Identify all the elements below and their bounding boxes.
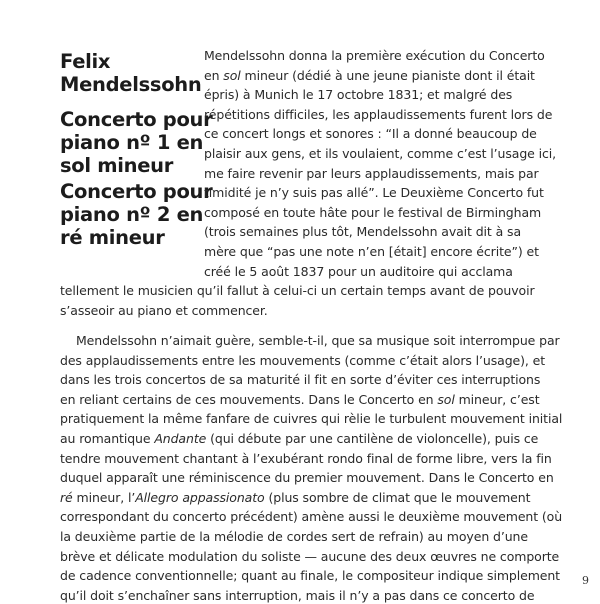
text-segment: qu’il doit s’enchaîner sans interruption, mais il n’y a pas dans ce concerto de	[60, 587, 535, 603]
text-segment: mineur, l’	[72, 489, 136, 505]
composer-heading-line-1: Felix	[60, 50, 111, 73]
text-line	[204, 244, 539, 260]
text-segment: mineur, c’est	[454, 391, 540, 407]
work-heading-2-line-3: ré mineur	[60, 226, 165, 249]
text-segment: duquel apparaît une réminiscence du premier mouvement. Dans le Concerto en	[60, 470, 554, 486]
text-segment: en	[204, 67, 224, 83]
text-segment: (qui débute par une cantilène de violoncelle), puis ce	[206, 431, 539, 446]
text-line	[60, 470, 554, 486]
text-line	[60, 303, 268, 319]
work-heading-1-line-3: sol mineur	[60, 154, 174, 177]
text-segment: ce concert longs et sonores : “Il a donné beaucoup de	[204, 126, 537, 142]
text-segment: répétitions difficiles, les applaudissements furent lors de	[204, 106, 553, 122]
text-segment: brève et délicate modulation du soliste — aucune des deux œuvres ne comporte	[60, 548, 560, 564]
text-line	[60, 392, 540, 408]
work-heading-concerto-1	[60, 108, 212, 177]
text-line	[204, 166, 539, 182]
text-segment: tellement le musicien qu’il fallut à celui-ci un certain temps avant de pouvoir	[60, 283, 535, 299]
text-segment: composé en toute hâte pour le festival de Birmingham	[204, 204, 542, 220]
text-line	[76, 333, 560, 349]
text-segment: des applaudissements entre les mouvements (comme c’était alors l’usage), et	[60, 352, 546, 368]
text-segment: (trois semaines plus tôt, Mendelssohn avait dit à sa	[204, 224, 522, 240]
text-line	[204, 224, 521, 240]
work-heading-1-line-2: piano nº 1 en	[60, 131, 204, 154]
composer-heading-line-2: Mendelssohn	[60, 73, 202, 96]
text-line	[60, 431, 538, 447]
text-segment: (plus sombre de climat que le mouvement	[264, 489, 531, 505]
text-line	[60, 283, 535, 299]
text-line	[60, 509, 562, 525]
text-segment: en reliant certains de ces mouvements. Dans le Concerto en	[60, 391, 438, 407]
text-line	[204, 205, 541, 221]
page-number: 9	[582, 574, 589, 587]
text-segment: tendre mouvement chantant à l’exubérant rondo final de forme libre, vers la fin	[60, 450, 552, 466]
text-line	[204, 126, 537, 142]
composer-heading	[60, 50, 201, 96]
text-segment: de cadence conventionnelle; quant au finale, le compositeur indique simplement	[60, 568, 560, 584]
text-line	[60, 490, 530, 506]
text-segment: timidité je n’y suis pas allé”. Le Deuxième Concerto fut	[204, 185, 544, 201]
text-segment: pratiquement la même fanfare de cuivres qui rèlie le turbulent mouvement initial	[60, 411, 563, 427]
text-line	[60, 353, 545, 369]
text-line	[60, 451, 552, 467]
text-segment: Mendelssohn donna la première exécution du Concerto	[204, 48, 545, 63]
work-heading-1-line-1: Concerto pour	[60, 108, 213, 131]
text-segment: au romantique	[60, 431, 155, 446]
text-segment: mère que “pas une note n’en [était] encore écrite”) et	[204, 244, 539, 259]
text-line	[60, 568, 560, 584]
text-line	[204, 185, 544, 201]
work-heading-concerto-2	[60, 180, 212, 249]
text-line	[204, 107, 552, 123]
text-line	[60, 549, 559, 565]
text-segment: la deuxième partie de la mélodie de cordes sert de refrain) au moyen d’une	[60, 529, 528, 544]
text-segment: épris) à Munich le 17 octobre 1831; et malgré des	[204, 87, 513, 103]
italic-text: Allegro appassionato	[135, 489, 265, 505]
text-segment: dans les trois concertos de sa maturité il fit en sorte d’éviter ces interruptions	[60, 372, 541, 388]
text-segment: mineur (dédié à une jeune pianiste dont il était	[240, 67, 535, 83]
text-segment: correspondant du concerto précédent) amène aussi le deuxième mouvement (où	[60, 509, 563, 525]
work-heading-2-line-1: Concerto pour	[60, 180, 213, 203]
italic-text: ré	[60, 489, 73, 505]
work-heading-2-line-2: piano nº 2 en	[60, 203, 204, 226]
text-line	[204, 87, 512, 103]
text-line	[204, 68, 535, 84]
text-segment: me faire revenir par leurs applaudissements, mais par	[204, 165, 539, 181]
text-line	[60, 411, 562, 427]
text-segment: Mendelssohn n’aimait guère, semble-t-il, que sa musique soit interrompue par	[76, 333, 560, 348]
text-line	[204, 146, 556, 162]
text-segment: plaisir aux gens, et ils voulaient, comme c’est l’usage ici,	[204, 146, 557, 161]
text-line	[60, 588, 534, 604]
italic-text: sol	[437, 391, 455, 407]
text-line	[60, 529, 528, 545]
text-segment: s’asseoir au piano et commencer.	[60, 302, 268, 318]
text-segment: créé le 5 août 1837 pour un auditoire qui acclama	[204, 263, 513, 279]
text-line	[204, 48, 545, 64]
italic-text: sol	[223, 67, 241, 83]
text-line	[60, 372, 540, 388]
italic-text: Andante	[154, 431, 207, 446]
text-line	[204, 264, 513, 280]
